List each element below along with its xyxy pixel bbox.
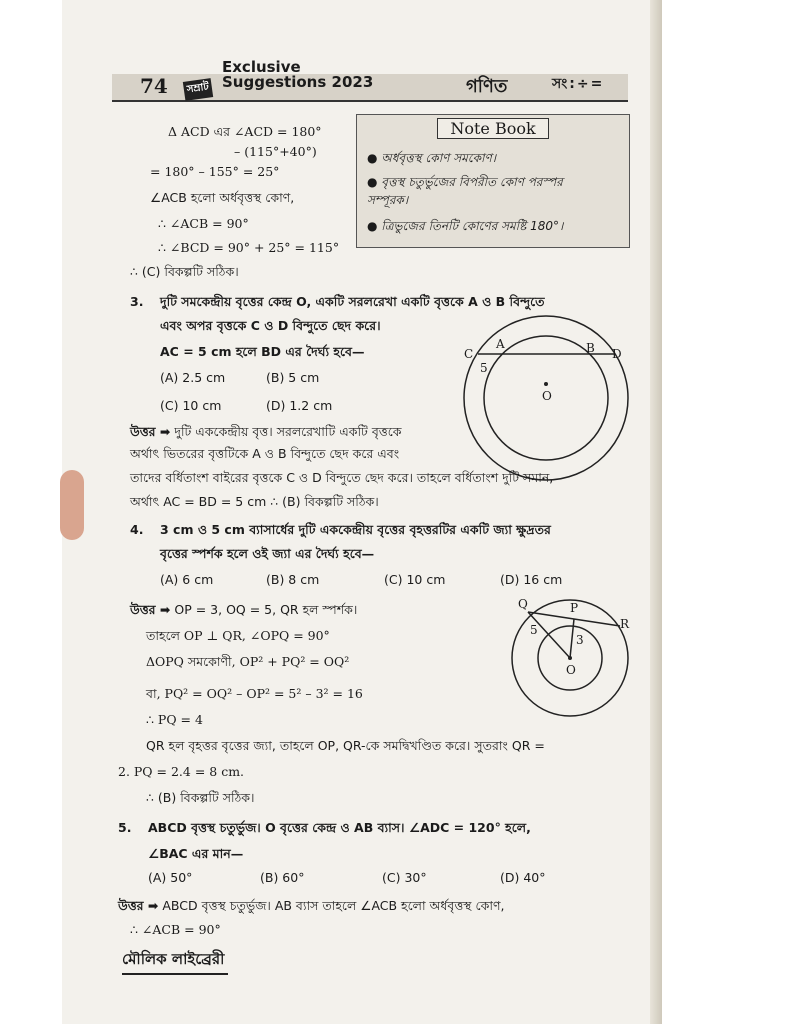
q5-answer-line-2: ∴ ∠ACB = 90°	[130, 922, 221, 937]
q4-option-d: (D) 16 cm	[500, 572, 563, 587]
q3-option-a: (A) 2.5 cm	[160, 370, 226, 385]
q4-label-r: R	[620, 617, 630, 631]
q4-answer-line-1: উত্তর ➡ OP = 3, OQ = 5, QR হল স্পর্শক।	[130, 602, 358, 617]
q4-answer-line-4: বা, PQ² = OQ² – OP² = 5² – 3² = 16	[146, 686, 363, 701]
note-book-title: Note Book	[437, 118, 548, 139]
math-logo-icon: সং:÷=	[552, 76, 605, 92]
q5-option-d: (D) 40°	[500, 870, 546, 885]
q3-label-5: 5	[480, 361, 488, 375]
prev-line-4: ∠ACB হলো অর্ধবৃত্তস্থ কোণ,	[150, 190, 295, 205]
note-item-3: ● ত্রিভুজের তিনটি কোণের সমষ্টি 180°।	[367, 219, 564, 233]
note-item-2-cont: সম্পূরক।	[367, 193, 409, 207]
q5-answer-line-1: উত্তর ➡ ABCD বৃত্তস্থ চতুর্ভুজ। AB ব্যাস তাহলে ∠ACB হলো অর্ধবৃত্তস্থ কোণ,	[118, 898, 505, 913]
q4-number: 4.	[130, 522, 144, 537]
q3-label-o: O	[542, 389, 552, 403]
q4-option-c: (C) 10 cm	[384, 572, 446, 587]
q4-label-o: O	[566, 663, 576, 677]
q3-answer-line-2: অর্থাৎ ভিতরের বৃত্তটিকে A ও B বিন্দুতে ছেদ করে এবং	[130, 446, 400, 461]
q3-answer-line-1: উত্তর ➡ দুটি এককেন্দ্রীয় বৃত্ত। সরলরেখাটি একটি বৃত্তকে	[130, 424, 402, 439]
q4-option-b: (B) 8 cm	[266, 572, 320, 587]
q3-option-b: (B) 5 cm	[266, 370, 320, 385]
page-edge	[650, 0, 662, 1024]
q3-option-c: (C) 10 cm	[160, 398, 222, 413]
q4-line-1: 3 cm ও 5 cm ব্যাসার্ধের দুটি এককেন্দ্রীয় বৃত্তের বৃহত্তরটির একটি জ্যা ক্ষুদ্রতর	[160, 522, 551, 537]
subject-title: গণিত	[466, 76, 508, 97]
q4-label-q: Q	[518, 597, 528, 611]
prev-line-5: ∴ ∠ACB = 90°	[158, 216, 249, 231]
q5-line-2: ∠BAC এর মান—	[148, 846, 244, 861]
q3-answer-label: উত্তর ➡	[130, 424, 171, 439]
q3-line-3: AC = 5 cm হলে BD এর দৈর্ঘ্য হবে—	[160, 344, 365, 359]
q3-label-d: D	[612, 347, 622, 361]
q5-option-a: (A) 50°	[148, 870, 193, 885]
q3-label-a: A	[496, 337, 505, 351]
q3-line-1: দুটি সমকেন্দ্রীয় বৃত্তের কেন্দ্র O, একটি সরলরেখা একটি বৃত্তকে A ও B বিন্দুতে	[160, 294, 545, 309]
q5-option-c: (C) 30°	[382, 870, 427, 885]
q3-center-dot	[544, 382, 548, 386]
q4-answer-line-3: ΔOPQ সমকোণী, OP² + PQ² = OQ²	[146, 654, 350, 669]
prev-line-2: – (115°+40°)	[234, 144, 317, 159]
page-number: 74	[140, 74, 168, 98]
q3-option-d: (D) 1.2 cm	[266, 398, 333, 413]
q4-answer-line-5: ∴ PQ = 4	[146, 712, 203, 727]
note-item-1: ● অর্ধবৃত্তস্থ কোণ সমকোণ।	[367, 151, 497, 165]
prev-line-1: Δ ACD এর ∠ACD = 180°	[168, 124, 322, 139]
q4-figure	[508, 594, 638, 724]
suggestions-label: Suggestions 2023	[222, 73, 374, 91]
q4-label-p: P	[570, 601, 579, 615]
prev-line-3: = 180° – 155° = 25°	[150, 164, 280, 179]
prev-line-7: ∴ (C) বিকল্পটি সঠিক।	[130, 264, 239, 279]
q4-answer-label: উত্তর ➡	[130, 602, 171, 617]
q4-answer-line-6: QR হল বৃহত্তর বৃত্তের জ্যা, তাহলে OP, QR-কে সমদ্বিখণ্ডিত করে। সুতরাং QR =	[146, 738, 545, 753]
q5-answer-label: উত্তর ➡	[118, 898, 159, 913]
q4-answer-line-8: ∴ (B) বিকল্পটি সঠিক।	[146, 790, 255, 805]
book-title	[222, 60, 373, 90]
prev-line-6: ∴ ∠BCD = 90° + 25° = 115°	[158, 240, 340, 255]
note-item-2: ● বৃত্তস্থ চতুর্ভুজের বিপরীত কোণ পরস্পর	[367, 175, 563, 189]
q5-number: 5.	[118, 820, 132, 835]
q4-option-a: (A) 6 cm	[160, 572, 214, 587]
q4-answer-line-2: তাহলে OP ⊥ QR, ∠OPQ = 90°	[146, 628, 330, 643]
note-book-box	[356, 114, 630, 248]
q5-line-1: ABCD বৃত্তস্থ চতুর্ভুজ। O বৃত্তের কেন্দ্র ও AB ব্যাস। ∠ADC = 120° হলে,	[148, 820, 531, 835]
q3-number: 3.	[130, 294, 144, 309]
q4-answer-line-7: 2. PQ = 2.4 = 8 cm.	[118, 764, 245, 779]
exclusive-label: Exclusive	[222, 58, 301, 76]
q4-center-dot	[568, 656, 572, 660]
q3-answer-line-3: তাদের বর্ধিতাংশ বাইরের বৃত্তকে C ও D বিন্দুতে ছেদ করে। তাহলে বর্ধিতাংশ দুটি সমান,	[130, 470, 554, 485]
q3-label-b: B	[586, 341, 595, 355]
brand-badge: সম্রাট	[183, 78, 213, 101]
q4-label-5: 5	[530, 623, 538, 637]
q4-label-3: 3	[576, 633, 584, 647]
q3-label-c: C	[464, 347, 474, 361]
thumb	[60, 470, 84, 540]
q4-line-2: বৃত্তের স্পর্শক হলে ওই জ্যা এর দৈর্ঘ্য হবে—	[160, 546, 375, 561]
q3-answer-line-4: অর্থাৎ AC = BD = 5 cm ∴ (B) বিকল্পটি সঠিক।	[130, 494, 379, 509]
q5-option-b: (B) 60°	[260, 870, 305, 885]
q4-radius-op	[570, 619, 574, 658]
q3-line-2: এবং অপর বৃত্তকে C ও D বিন্দুতে ছেদ করে।	[160, 318, 381, 333]
footer-publisher: মৌলিক লাইব্রেরী	[122, 948, 228, 975]
